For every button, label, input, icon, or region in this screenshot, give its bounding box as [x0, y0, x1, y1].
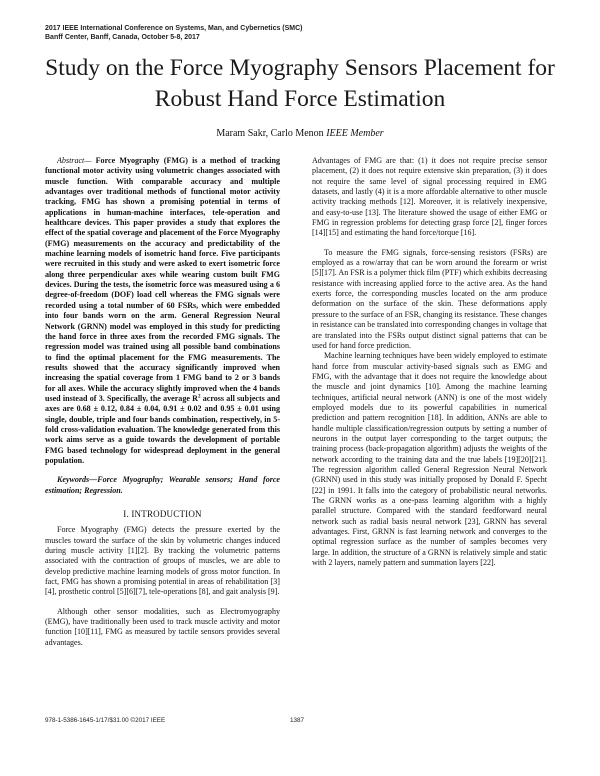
abstract-text: Force Myography (FMG) is a method of tracking functional motor activity using volumetric changes associated with muscle function. With comparable accuracy and multiple advantages over traditional methods of functional motor activity tracking, FMG has shown a promising potential in terms of applications in human-machine interfaces, tele-operation and healthcare devices. This paper provides a study that explores the effect of the spatial coverage and placement of the Force Myography (FMG) measurements on the accuracy and predictability of the machine learning models of isometric hand force. Five participants were recruited in this study and were asked to exert isometric force along three perpendicular axes while wearing custom built FMG devices. During the tests, the isometric force was measured using a 6 degree-of-freedom (DOF) load cell whereas the FMG signals were recorded using a total number of 60 FSRs, which were embedded into four bands worn on the arm. General Regression Neural Network (GRNN) model was employed in this study for predicting the hand force in three axes from the recorded FMG signals. The regression model was trained using all possible band combinations to find the optimal placement for the FMG measurements. The results showed that the accuracy significantly improved when increasing the spatial coverage from 1 FMG band to 2 or 3 bands for all axes. While the accuracy slightly improved when the 4 bands used instead of 3. Specifically, the average R — [45, 156, 280, 403]
section-heading: I. INTRODUCTION — [123, 509, 202, 519]
right-column — [312, 156, 547, 568]
conference-location: Banff Center, Banff, Canada, October 5-8, 2017 — [45, 34, 200, 41]
author-names: Maram Sakr, Carlo Menon — [216, 128, 324, 139]
paper-title — [20, 53, 580, 115]
abstract — [45, 156, 280, 466]
abstract-sup: 2 — [198, 394, 201, 400]
keywords: Keywords—Force Myography; Wearable sensors; Hand force estimation; Regression. — [45, 475, 280, 495]
body-paragraph: Advantages of FMG are that: (1) it does not require precise sensor placement, (2) it does not require extensive skin preparation, (3) it does not require the same level of signal processing required in EMG datasets, and lastly (4) it is a more affordable alternative to other muscle activity tracking methods [12]. Moreover, it is relatively inexpensive, and easy-to-use [13]. The literature showed the usage of either EMG or FMG in regression problems for detecting grasp force [2], finger forces [14][15] and estimating the hand force/torque [16]. — [312, 156, 547, 238]
body-paragraph: To measure the FMG signals, force-sensing resistors (FSRs) are employed as a row/array that can be worn around the forearm or wrist [5][17]. An FSR is a polymer thick film (PTF) which exhibits decreasing resistance with increasing applied force to the active area. As the hand exerts force, the corresponding muscles located on the arm produce deformation on the surface of the skin. These deformations apply pressure to the surface of an FSR, changing its resistance. These changes in resistance can be translated into corresponding changes in voltage that are translated into the FSRs output distinct signal patterns that can be used for hand force prediction. — [312, 247, 547, 350]
body-paragraph: Machine learning techniques have been widely employed to estimate hand force from muscular activity-based signals such as EMG and FMG, with the advantage that it does not require the knowledge about the muscle and joint dynamics [10]. Among the machine learning techniques, artificial neural network (ANN) is one of the most widely employed models due to its powerful capabilities in numerical prediction and pattern recognition [18]. In addition, ANNs are able to handle multiple classification/regression outputs by setting a number of neurons in the output layer corresponding to the target outputs; the training process (back-propagation algorithm) adjusts the weights of the network according to the training data and the true labels [19][20][21]. The regression algorithm called General Regression Neural Network (GRNN) used in this study was initially proposed by Donald F. Specht [22] in 1991. It falls into the category of probabilistic neural networks. The GRNN works as a one-pass learning algorithm with a highly parallel structure. Compared with the standard feedforward neural network such as radial basis neural network [23], GRNN has several advantages. First, GRNN is fast learning network and converges to the optimal regression surface as the number of samples becomes very large. In addition, the structure of a GRNN is relatively simple and static with 2 layers, namely pattern and summation layers [22]. — [312, 351, 547, 568]
title-line-2: Robust Hand Force Estimation — [154, 86, 446, 112]
abstract-lead: Abstract— — [57, 156, 92, 165]
title-line-1: Study on the Force Myography Sensors Placement for — [45, 55, 555, 81]
conference-header — [45, 24, 303, 42]
conference-name: 2017 IEEE International Conference on Systems, Man, and Cybernetics (SMC) — [45, 25, 303, 32]
page-number: 1387 — [290, 717, 305, 724]
intro-paragraph: Force Myography (FMG) detects the pressure exerted by the muscles toward the surface of the skin by volumetric changes induced during muscle activity [1][2]. By tracking the volumetric patterns associated with the contraction of groups of muscles, we are able to develop predictive machine learning models of gross motor function. In fact, FMG has shown a promising potential in areas of rehabilitation [3][4], prosthetic control [5][6][7], tele-operations [8], and gait analysis [9]. — [45, 525, 280, 597]
footer-isbn: 978-1-5386-1645-1/17/$31.00 ©2017 IEEE — [45, 717, 166, 724]
authors — [0, 128, 600, 139]
author-role: IEEE Member — [326, 128, 384, 139]
intro-paragraph: Although other sensor modalities, such as Electromyography (EMG), have traditionally been used to track muscle activity and motor function [10][11], FMG as measured by tactile sensors provides several advantages. — [45, 606, 280, 647]
left-column — [45, 156, 280, 648]
abstract-text-2: across all subjects and axes are 0.68 ± 0.12, 0.84 ± 0.04, 0.91 ± 0.02 and 0.95 ± 0.01 using single, double, triple and four bands combination, respectively, in 5-fold cross-validation evaluation. The knowledge generated from this work aims serve as a guide towards the development of portable FMG based technology for widespread deployment in the general population. — [45, 393, 280, 465]
